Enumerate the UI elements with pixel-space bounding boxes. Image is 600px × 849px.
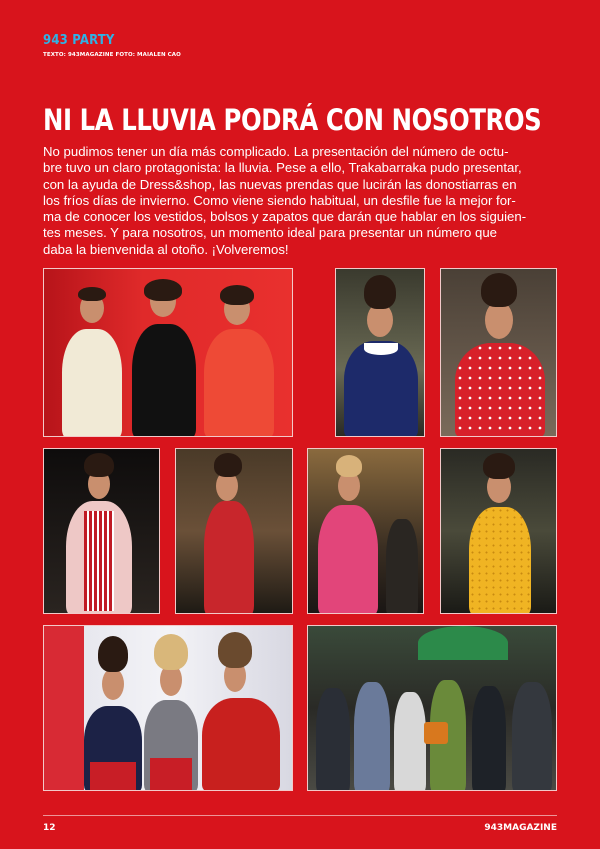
photo-credits: TEXTO: 943MAGAZINE FOTO: MAIALEN CAO bbox=[43, 52, 181, 58]
body-line: con la ayuda de Dress&shop, las nuevas prendas que lucirán las donostiarras en bbox=[43, 176, 517, 192]
body-line: tes meses. Y para nosotros, un momento ideal para presentar un número que bbox=[43, 225, 498, 241]
photo-model-yellow-dotted-dress bbox=[440, 448, 557, 614]
photo-three-models-boutique bbox=[43, 625, 293, 791]
photo-model-pink-coat-striped-dress bbox=[43, 448, 160, 614]
page-number: 12 bbox=[43, 823, 56, 833]
photo-audience-outdoors-umbrellas bbox=[307, 625, 557, 791]
footer-divider bbox=[43, 815, 557, 816]
photo-three-women-red-backdrop bbox=[43, 268, 293, 437]
body-line: No pudimos tener un día más complicado. La presentación del número de octu- bbox=[43, 144, 509, 159]
article-headline: NI LA LLUVIA PODRÁ CON NOSOTROS bbox=[43, 103, 542, 137]
photo-model-red-leather-dress bbox=[175, 448, 293, 614]
body-line: bre tuvo un claro protagonista: la lluvia. Pese a ello, Trakabarraka pudo presentar, bbox=[43, 160, 522, 176]
body-line: daba la bienvenida al otoño. ¡Volveremos! bbox=[43, 241, 289, 257]
section-label: 943 PARTY bbox=[43, 33, 115, 48]
photo-model-red-polka-dot-top bbox=[440, 268, 557, 437]
body-line: los fríos días de invierno. Como viene siendo habitual, un desfile fue la mejor for- bbox=[43, 192, 516, 208]
photo-model-navy-sweater bbox=[335, 268, 425, 437]
footer-magazine-name: 943MAGAZINE bbox=[484, 823, 557, 833]
photo-model-pink-coat-crowd bbox=[307, 448, 424, 614]
article-body bbox=[43, 144, 555, 258]
body-line: ma de conocer los vestidos, bolsos y zapatos que darán que hablar en los siguien- bbox=[43, 209, 527, 225]
